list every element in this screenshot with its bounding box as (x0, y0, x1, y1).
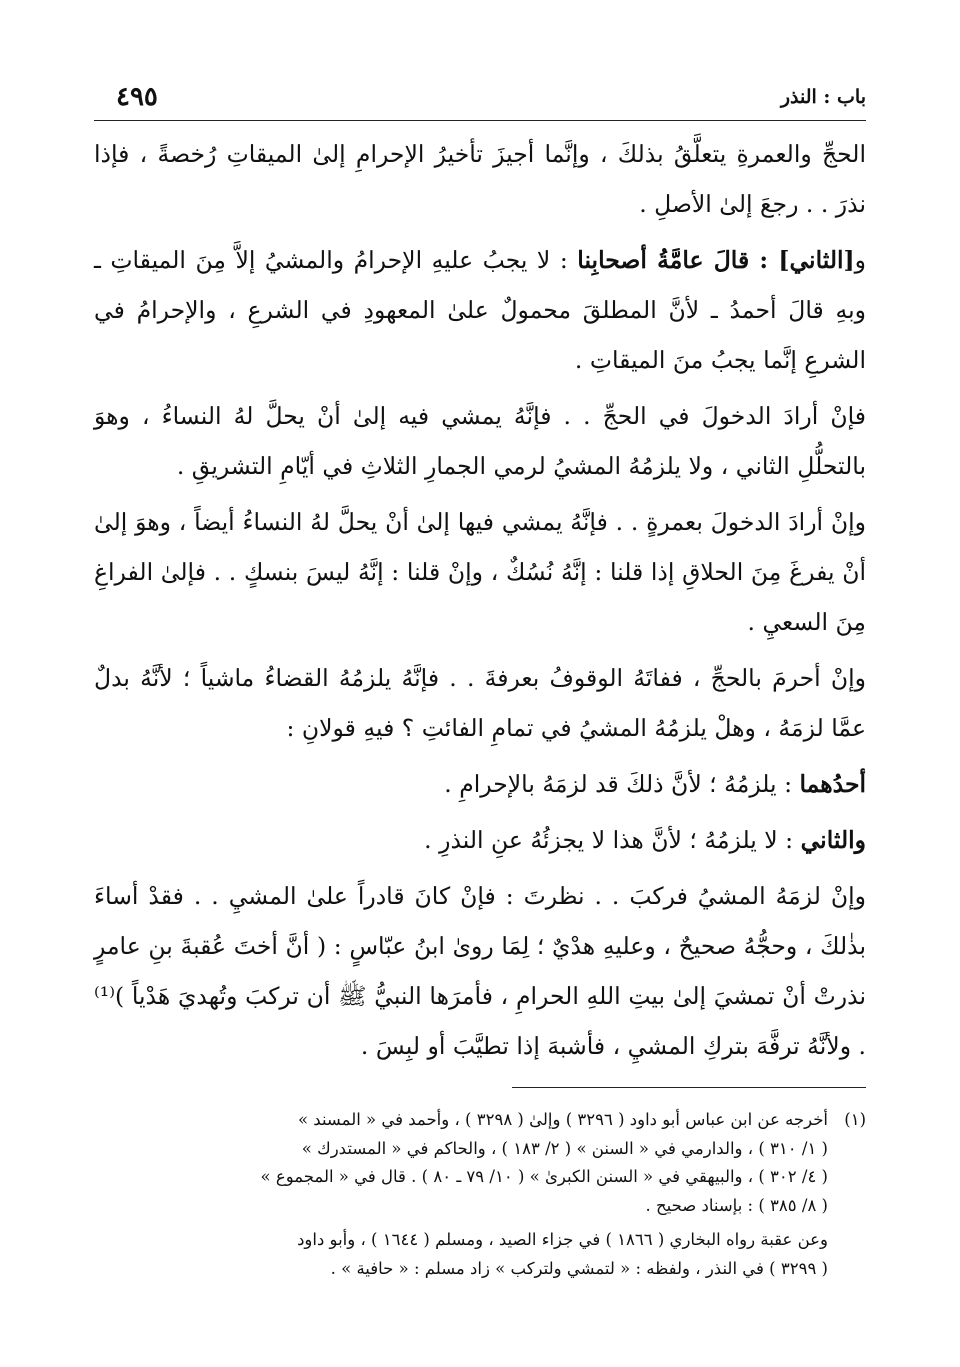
footnote-line: وعن عقبة رواه البخاري ( ١٨٦٦ ) في جزاء الصيد ، ومسلم ( ١٦٤٤ ) ، وأبو داود (297, 1230, 828, 1249)
paragraph-text: وإنْ لزمَهُ المشيُ فركبَ . . نظرتَ : فإنْ كانَ قادراً علىٰ المشيِ . . فقدْ أساءَ بذٰلكَ ، وحجُّهُ صحيحٌ ، وعليهِ هدْيٌ ؛ لِمَا روىٰ ابنُ عبّاسٍ : ( أنَّ أختَ عُقبةَ بنِ عامرٍ نذرتْ أنْ تمشيَ إلىٰ بيتِ اللهِ الحرامِ ، فأمرَها النبيُّ ﷺ أن تركبَ وتُهديَ هَدْياً )⁽¹⁾ . ولأنَّهُ ترفَّهَ بتركِ المشيِ ، فأشبهَ إذا تطيَّبَ أو لبِسَ . (94, 882, 866, 1060)
page-header (94, 80, 866, 121)
footnotes (94, 1106, 866, 1283)
paragraph (94, 815, 866, 865)
paragraph-heading: والثاني (800, 826, 866, 854)
paragraph-heading: أحدُهما (799, 770, 866, 798)
paragraph-text: الحجِّ والعمرةِ يتعلَّقُ بذلكَ ، وإنَّما أجيزَ تأخيرُ الإحرامِ إلىٰ الميقاتِ رُخصةً ، فإذا نذرَ . . رجعَ إلىٰ الأصلِ . (94, 140, 866, 218)
footnote-divider (512, 1087, 866, 1088)
paragraph-text: فإنْ أرادَ الدخولَ في الحجِّ . . فإنَّهُ يمشي فيه إلىٰ أنْ يحلَّ لهُ النساءُ ، وهوَ بالتحلُّلِ الثاني ، ولا يلزمُهُ المشيُ لرمي الجمارِ الثلاثِ في أيّامِ التشريقِ . (94, 402, 866, 480)
main-text (94, 129, 866, 1071)
paragraph (94, 653, 866, 753)
footnote-line: ( ١/ ٣١٠ ) ، والدارمي في « السنن » ( ٢/ ١٨٣ ) ، والحاكم في « المستدرك » (301, 1138, 828, 1158)
paragraph (94, 497, 866, 647)
paragraph (94, 871, 866, 1071)
running-head: باب : النذر (780, 86, 866, 108)
paragraph-text: وإنْ أحرمَ بالحجِّ ، ففاتَهُ الوقوفُ بعرفةَ . . فإنَّهُ يلزمُهُ القضاءُ ماشياً ؛ لأنَّهُ بدلٌ عمَّا لزمَهُ ، وهلْ يلزمُهُ المشيُ في تمامِ الفائتِ ؟ فيهِ قولانِ : (94, 664, 866, 742)
paragraph-text: وإنْ أرادَ الدخولَ بعمرةٍ . . فإنَّهُ يمشي فيها إلىٰ أنْ يحلَّ لهُ النساءُ أيضاً ، وهوَ إلىٰ أنْ يفرغَ مِنَ الحلاقِ إذا قلنا : إنَّهُ نُسُكٌ ، وإنْ قلنا : إنَّهُ ليسَ بنسكٍ . . فإلىٰ الفراغِ مِنَ السعيِ . (94, 508, 866, 636)
footnote-line: ( ٤/ ٣٠٢ ) ، والبيهقي في « السنن الكبرىٰ » ( ١٠/ ٧٩ ـ ٨٠ ) . قال في « المجموع » (260, 1167, 828, 1186)
book-page (94, 80, 866, 1283)
footnote-line (94, 1106, 866, 1135)
footnote-line: ( ٨/ ٣٨٥ ) : بإسناد صحيح . (645, 1195, 828, 1215)
page-number: ٤٩٥ (116, 82, 158, 112)
paragraph-text: : لا يلزمُهُ ؛ لأنَّ هذا لا يجزئُهُ عنِ النذرِ . (424, 826, 801, 854)
footnote-text: أخرجه عن ابن عباس أبو داود ( ٣٢٩٦ ) وإلىٰ ( ٣٢٩٨ ) ، وأحمد في « المسند » (297, 1110, 828, 1129)
paragraph-prefix: و (854, 246, 866, 274)
footnote-marker: (١) (844, 1110, 866, 1129)
paragraph (94, 129, 866, 229)
paragraph-text: : لا يجبُ عليهِ الإحرامُ والمشيُ إلاَّ مِنَ الميقاتِ ـ وبهِ قالَ أحمدُ ـ لأنَّ المطلقَ محمولٌ علىٰ المعهودِ في الشرعِ ، والإحرامُ في الشرعِ إنَّما يجبُ منَ الميقاتِ . (94, 246, 866, 374)
paragraph (94, 235, 866, 385)
paragraph-heading: [الثاني] : قالَ عامَّةُ أصحابِنا (577, 246, 855, 274)
paragraph (94, 391, 866, 491)
footnote-line: ( ٣٢٩٩ ) في النذر ، ولفظه : « لتمشي ولتركب » زاد مسلم : « حافية » . (330, 1258, 828, 1278)
paragraph (94, 759, 866, 809)
paragraph-text: : يلزمُهُ ؛ لأنَّ ذلكَ قد لزمَهُ بالإحرامِ . (444, 770, 800, 798)
